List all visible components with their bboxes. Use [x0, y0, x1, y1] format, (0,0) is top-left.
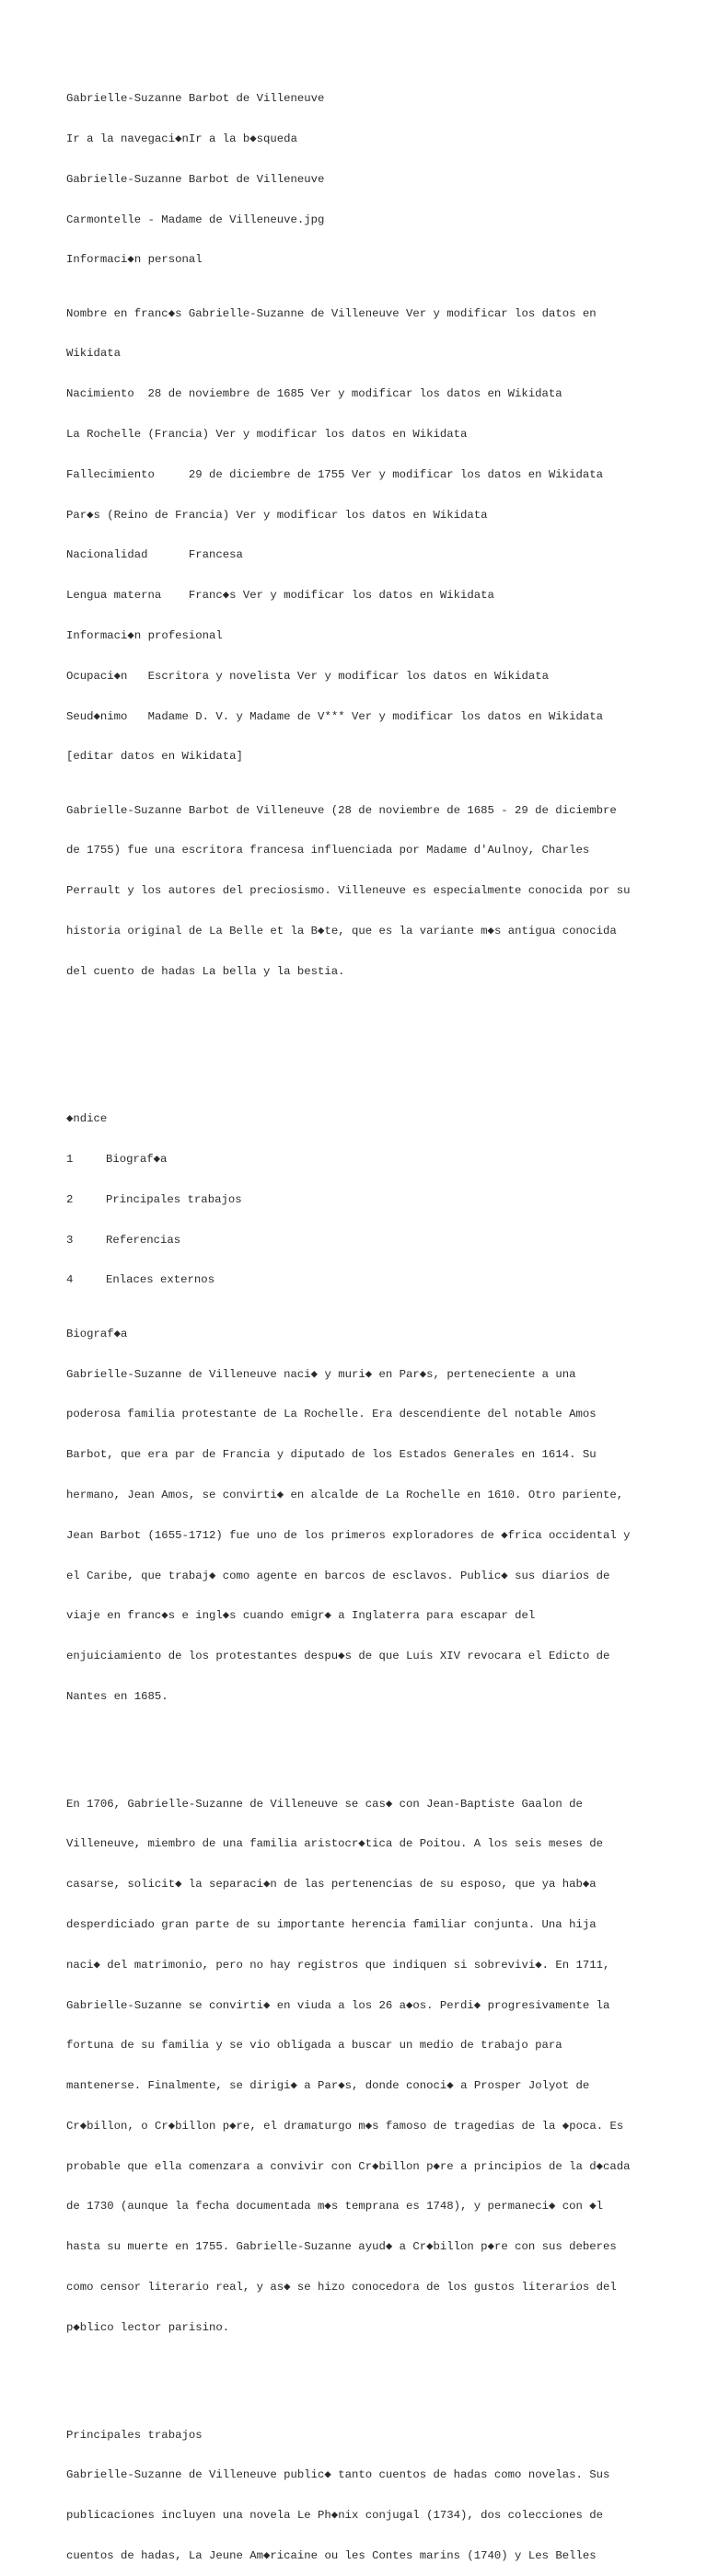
- infobox-line: Ocupaci◆n Escritora y novelista Ver y modificar los datos en Wikidata: [66, 669, 549, 683]
- image-caption: Carmontelle - Madame de Villeneuve.jpg: [66, 213, 325, 226]
- paragraph-line: hasta su muerte en 1755. Gabrielle-Suzanne ayud◆ a Cr◆billon p◆re con sus deberes: [66, 2240, 617, 2254]
- paragraph-line: poderosa familia protestante de La Rochelle. Era descendiente del notable Amos: [66, 1408, 597, 1421]
- section-heading: Informaci◆n personal: [66, 253, 203, 267]
- intro-line: del cuento de hadas La bella y la bestia.: [66, 964, 345, 978]
- paragraph-line: En 1706, Gabrielle-Suzanne de Villeneuve se cas◆ con Jean-Baptiste Gaalon de: [66, 1797, 583, 1811]
- paragraph-line: como censor literario real, y as◆ se hizo conocedora de los gustos literarios del: [66, 2280, 617, 2294]
- paragraph-line: publicaciones incluyen una novela Le Ph◆nix conjugal (1734), dos colecciones de: [66, 2509, 603, 2523]
- toc-item-label[interactable]: Biograf◆a: [106, 1153, 168, 1167]
- infobox-line: Nacionalidad Francesa: [66, 548, 243, 562]
- header-line: Gabrielle-Suzanne Barbot de Villeneuve: [66, 92, 325, 106]
- toc-item[interactable]: [66, 1234, 646, 1248]
- infobox-line: Seud◆nimo Madame D. V. y Madame de V*** Ver y modificar los datos en Wikidata: [66, 709, 603, 723]
- paragraph-line: enjuiciamiento de los protestantes despu◆s de que Luis XIV revocara el Edicto de: [66, 1650, 610, 1663]
- infobox-line: La Rochelle (Francia) Ver y modificar los datos en Wikidata: [66, 428, 468, 442]
- paragraph-line: cuentos de hadas, La Jeune Am◆ricaine ou les Contes marins (1740) y Les Belles: [66, 2548, 597, 2562]
- infobox-line: Wikidata: [66, 347, 122, 361]
- toc-title: ◆ndice: [66, 1112, 108, 1126]
- paragraph-line: p◆blico lector parisino.: [66, 2320, 230, 2334]
- toc-item-number: 3: [66, 1233, 74, 1247]
- biography-heading: Biograf◆a: [66, 1327, 128, 1340]
- toc-item[interactable]: [66, 1153, 646, 1167]
- paragraph-line: Gabrielle-Suzanne se convirti◆ en viuda a los 26 a◆os. Perdi◆ progresivamente la: [66, 1998, 610, 2012]
- toc-item-number: 1: [66, 1153, 74, 1167]
- paragraph-line: el Caribe, que trabaj◆ como agente en barcos de esclavos. Public◆ sus diarios de: [66, 1569, 610, 1582]
- paragraph-line: fortuna de su familia y se vio obligada a buscar un medio de trabajo para: [66, 2039, 562, 2053]
- infobox-line: Lengua materna Franc◆s Ver y modificar los datos en Wikidata: [66, 589, 494, 603]
- paragraph-line: casarse, solicit◆ la separaci◆n de las pertenencias de su esposo, que ya hab◆a: [66, 1878, 597, 1892]
- toc-item[interactable]: [66, 1273, 646, 1287]
- toc-item-label[interactable]: Enlaces externos: [106, 1273, 215, 1287]
- edit-wikidata-link[interactable]: [editar datos en Wikidata]: [66, 750, 243, 764]
- infobox-line: Nombre en franc◆s Gabrielle-Suzanne de Villeneuve Ver y modificar los datos en: [66, 306, 597, 320]
- intro-line: Perrault y los autores del preciosismo. Villeneuve es especialmente conocida por su: [66, 884, 631, 898]
- infobox-line: Fallecimiento 29 de diciembre de 1755 Ver y modificar los datos en Wikidata: [66, 467, 603, 481]
- paragraph-line: desperdiciado gran parte de su importante herencia familiar conjunta. Una hija: [66, 1917, 597, 1931]
- toc-item[interactable]: [66, 1193, 646, 1207]
- page-title: Gabrielle-Suzanne Barbot de Villeneuve: [66, 172, 325, 186]
- toc-item-number: 2: [66, 1192, 74, 1206]
- paragraph-line: Gabrielle-Suzanne de Villeneuve public◆ tanto cuentos de hadas como novelas. Sus: [66, 2468, 610, 2482]
- paragraph-line: hermano, Jean Amos, se convirti◆ en alcalde de La Rochelle en 1610. Otro pariente,: [66, 1488, 624, 1501]
- paragraph-line: Jean Barbot (1655-1712) fue uno de los primeros exploradores de ◆frica occidental y: [66, 1528, 631, 1542]
- toc-item-label[interactable]: Principales trabajos: [106, 1192, 242, 1206]
- paragraph-line: Nantes en 1685.: [66, 1689, 168, 1703]
- infobox-line: Par◆s (Reino de Francia) Ver y modificar los datos en Wikidata: [66, 508, 488, 522]
- intro-line: historia original de La Belle et la B◆te, que es la variante m◆s antigua conocida: [66, 925, 617, 937]
- paragraph-line: mantenerse. Finalmente, se dirigi◆ a Par◆s, donde conoci◆ a Prosper Jolyot de: [66, 2079, 590, 2093]
- intro-line: Gabrielle-Suzanne Barbot de Villeneuve (28 de noviembre de 1685 - 29 de diciembre: [66, 803, 617, 817]
- paragraph-line: Barbot, que era par de Francia y diputado de los Estados Generales en 1614. Su: [66, 1448, 597, 1462]
- paragraph-line: naci◆ del matrimonio, pero no hay registros que indiquen si sobrevivi◆. En 1711,: [66, 1958, 610, 1972]
- toc-item-number: 4: [66, 1273, 74, 1287]
- paragraph-line: Villeneuve, miembro de una familia aristocr◆tica de Poitou. A los seis meses de: [66, 1837, 603, 1851]
- paragraph-line: Cr◆billon, o Cr◆billon p◆re, el dramaturgo m◆s famoso de tragedias de la ◆poca. Es: [66, 2119, 624, 2133]
- document-body: [66, 65, 646, 2576]
- toc-item-label[interactable]: Referencias: [106, 1233, 181, 1247]
- paragraph-line: Gabrielle-Suzanne de Villeneuve naci◆ y muri◆ en Par◆s, perteneciente a una: [66, 1367, 576, 1381]
- paragraph-line: viaje en franc◆s e ingl◆s cuando emigr◆ a Inglaterra para escapar del: [66, 1609, 536, 1623]
- skip-links[interactable]: Ir a la navegaci◆nIr a la b◆squeda: [66, 132, 297, 145]
- section-heading: Informaci◆n profesional: [66, 628, 223, 642]
- works-heading: Principales trabajos: [66, 2428, 203, 2442]
- paragraph-line: de 1730 (aunque la fecha documentada m◆s temprana es 1748), y permaneci◆ con ◆l: [66, 2200, 604, 2214]
- paragraph-line: probable que ella comenzara a convivir con Cr◆billon p◆re a principios de la d◆cada: [66, 2159, 631, 2173]
- infobox-line: Nacimiento 28 de noviembre de 1685 Ver y modificar los datos en Wikidata: [66, 387, 562, 401]
- intro-line: de 1755) fue una escritora francesa influenciada por Madame d'Aulnoy, Charles: [66, 844, 590, 857]
